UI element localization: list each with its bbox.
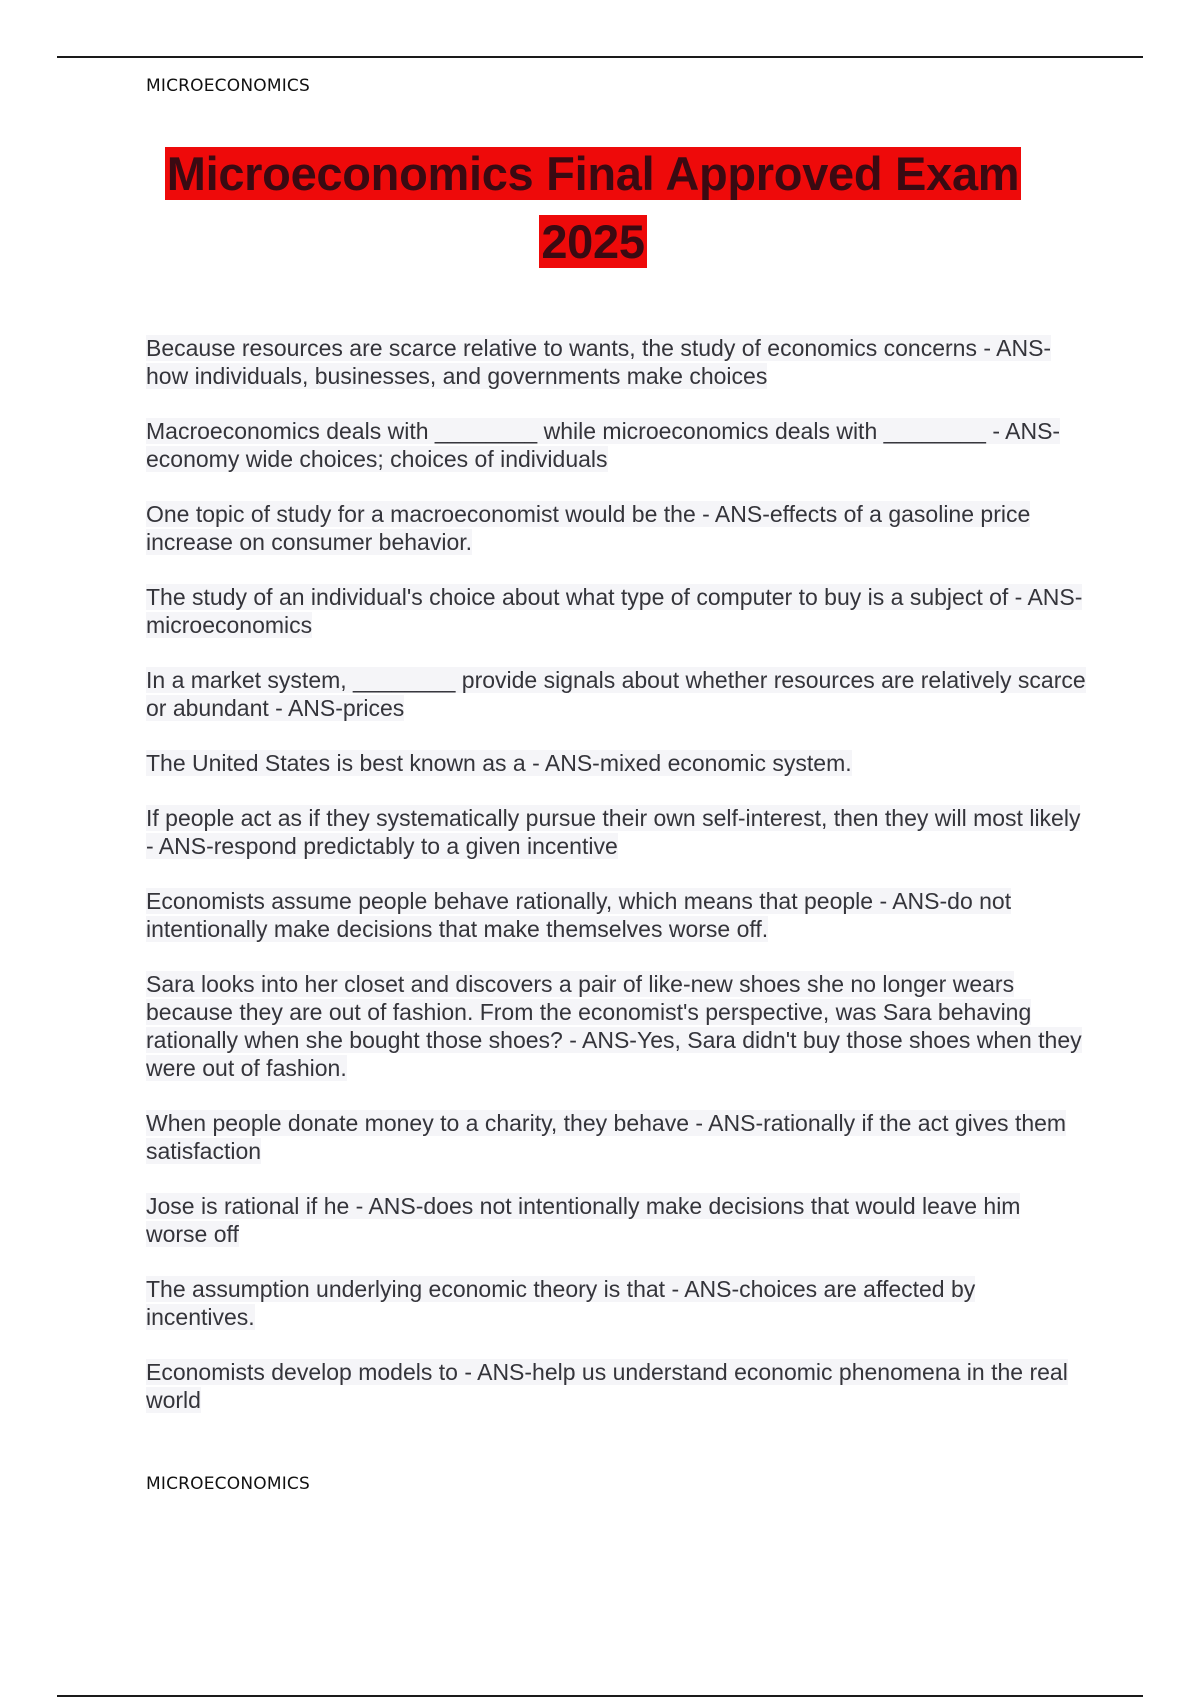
qa-item: [146, 666, 1086, 722]
qa-item: [146, 1358, 1086, 1414]
qa-text: Because resources are scarce relative to wants, the study of economics concerns - ANS-how individuals, businesses, and governments make choices: [146, 335, 1052, 389]
qa-text: Jose is rational if he - ANS-does not intentionally make decisions that would leave him worse off: [146, 1193, 1021, 1247]
title-line-1: Microeconomics Final Approved Exam: [166, 147, 1020, 200]
qa-text: In a market system, ________ provide signals about whether resources are relatively scarce or abundant - ANS-prices: [146, 667, 1086, 721]
question-answer-list: [146, 334, 1086, 1441]
title-line-2: 2025: [541, 215, 645, 268]
qa-item: [146, 417, 1086, 473]
footer-rule: [57, 1695, 1143, 1697]
qa-text: One topic of study for a macroeconomist would be the - ANS-effects of a gasoline price increase on consumer behavior.: [146, 501, 1031, 555]
qa-item: [146, 1109, 1086, 1165]
qa-item: [146, 500, 1086, 556]
qa-item: [146, 1275, 1086, 1331]
qa-text: Economists assume people behave rationally, which means that people - ANS-do not intentionally make decisions that make themselves worse off.: [146, 888, 1012, 942]
qa-text: The study of an individual's choice about what type of computer to buy is a subject of - ANS-microeconomics: [146, 584, 1083, 638]
qa-text: Economists develop models to - ANS-help us understand economic phenomena in the real world: [146, 1359, 1068, 1413]
qa-text: The assumption underlying economic theory is that - ANS-choices are affected by incentives.: [146, 1276, 976, 1330]
running-header: MICROECONOMICS: [146, 76, 310, 96]
qa-item: [146, 804, 1086, 860]
qa-text: Macroeconomics deals with ________ while microeconomics deals with ________ - ANS-economy wide choices; choices of individuals: [146, 418, 1061, 472]
qa-item: [146, 583, 1086, 639]
qa-text: If people act as if they systematically pursue their own self-interest, then they will most likely - ANS-respond predictably to a given incentive: [146, 805, 1081, 859]
qa-item: [146, 970, 1086, 1082]
running-footer: MICROECONOMICS: [146, 1474, 310, 1494]
qa-item: [146, 749, 1086, 777]
header-rule: [57, 56, 1143, 58]
qa-text: The United States is best known as a - ANS-mixed economic system.: [146, 750, 852, 776]
qa-text: When people donate money to a charity, they behave - ANS-rationally if the act gives them satisfaction: [146, 1110, 1067, 1164]
qa-item: [146, 887, 1086, 943]
document-title: [146, 146, 1040, 282]
qa-text: Sara looks into her closet and discovers a pair of like-new shoes she no longer wears because they are out of fashion. From the economist's perspective, was Sara behaving rationally when she bought those shoes? - ANS-Yes, Sara didn't buy those shoes when they were out of fashion.: [146, 971, 1082, 1081]
qa-item: [146, 1192, 1086, 1248]
qa-item: [146, 334, 1086, 390]
